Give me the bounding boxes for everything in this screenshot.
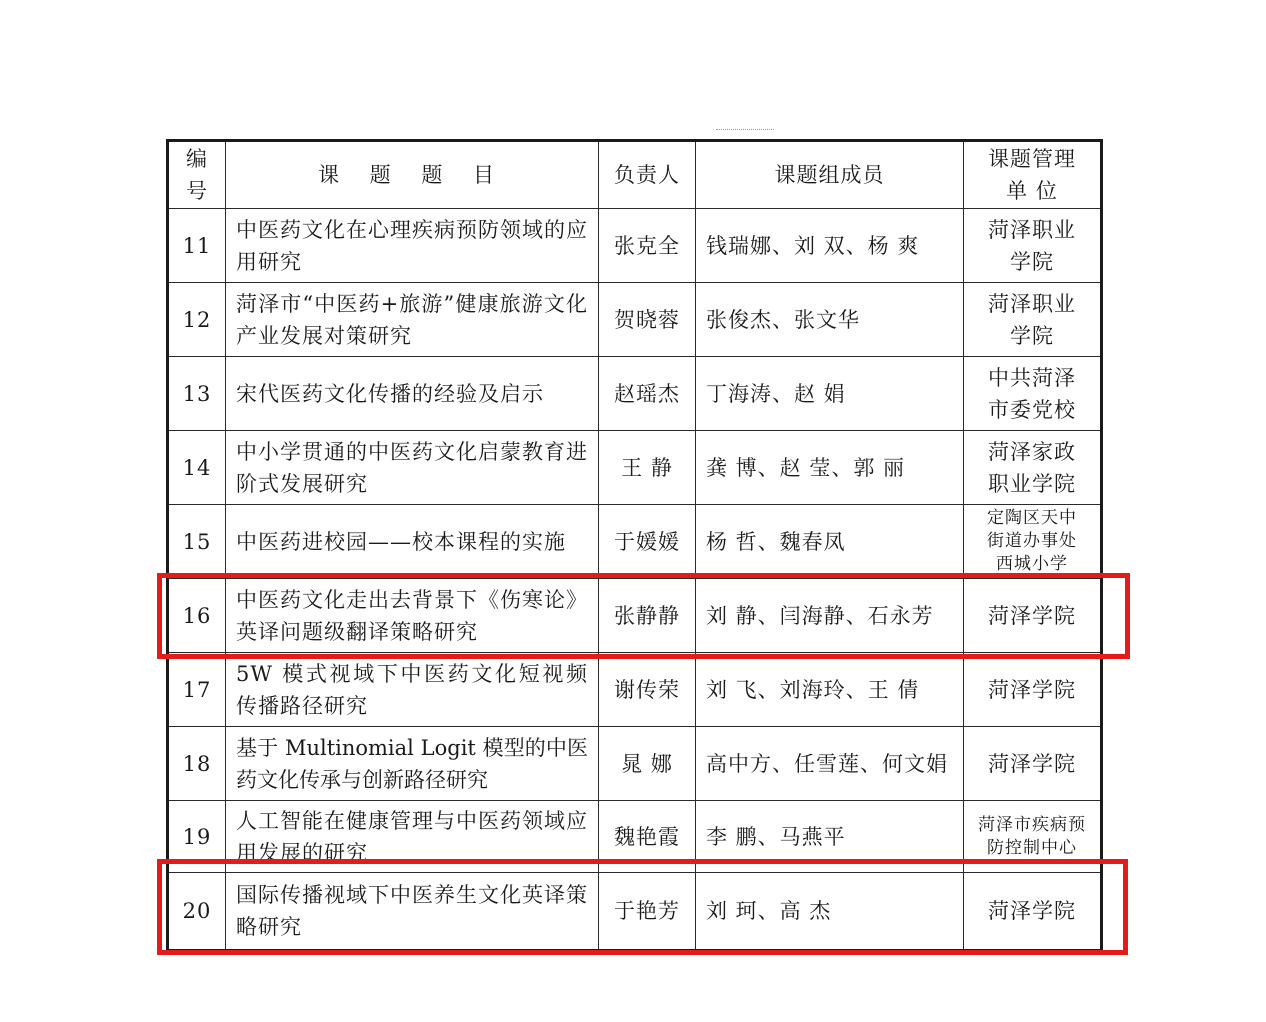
- row-members: 李 鹏、马燕平: [696, 801, 964, 873]
- table-row: [168, 801, 1102, 873]
- header-num: 编号: [168, 141, 226, 209]
- row-unit: 菏泽学院: [964, 727, 1102, 801]
- table-row: [168, 431, 1102, 505]
- table-row: [168, 357, 1102, 431]
- row-title: 中医药文化在心理疾病预防领域的应用研究: [226, 209, 599, 283]
- row-title: 人工智能在健康管理与中医药领域应用发展的研究: [226, 801, 599, 873]
- scan-artifact: [716, 129, 774, 136]
- row-unit: 菏泽学院: [964, 873, 1102, 951]
- row-num: 15: [168, 505, 226, 579]
- table-header-row: [168, 141, 1102, 209]
- row-num: 19: [168, 801, 226, 873]
- row-leader: 王 静: [599, 431, 696, 505]
- row-members: 杨 哲、魏春凤: [696, 505, 964, 579]
- row-leader: 于艳芳: [599, 873, 696, 951]
- row-members: 龚 博、赵 莹、郭 丽: [696, 431, 964, 505]
- row-title: 中医药进校园——校本课程的实施: [226, 505, 599, 579]
- row-num: 13: [168, 357, 226, 431]
- row-unit: 菏泽家政职业学院: [964, 431, 1102, 505]
- header-title: 课 题 题 目: [226, 141, 599, 209]
- row-unit: 菏泽学院: [964, 579, 1102, 653]
- table-row: [168, 283, 1102, 357]
- row-num: 20: [168, 873, 226, 951]
- table-row: [168, 727, 1102, 801]
- row-num: 16: [168, 579, 226, 653]
- row-num: 18: [168, 727, 226, 801]
- row-leader: 贺晓蓉: [599, 283, 696, 357]
- header-leader: 负责人: [599, 141, 696, 209]
- row-title: 基于 Multinomial Logit 模型的中医药文化传承与创新路径研究: [226, 727, 599, 801]
- row-title: 宋代医药文化传播的经验及启示: [226, 357, 599, 431]
- row-title: 中医药文化走出去背景下《伤寒论》英译问题级翻译策略研究: [226, 579, 599, 653]
- row-leader: 晁 娜: [599, 727, 696, 801]
- row-unit: 菏泽学院: [964, 653, 1102, 727]
- table-row: [168, 873, 1102, 951]
- row-unit: 菏泽职业学院: [964, 209, 1102, 283]
- row-num: 14: [168, 431, 226, 505]
- row-title: 中小学贯通的中医药文化启蒙教育进阶式发展研究: [226, 431, 599, 505]
- row-title: 菏泽市“中医药+旅游”健康旅游文化产业发展对策研究: [226, 283, 599, 357]
- row-members: 高中方、任雪莲、何文娟: [696, 727, 964, 801]
- row-unit: 中共菏泽市委党校: [964, 357, 1102, 431]
- row-members: 刘 静、闫海静、石永芳: [696, 579, 964, 653]
- table-row: [168, 505, 1102, 579]
- header-unit: 课题管理单 位: [964, 141, 1102, 209]
- row-leader: 赵瑶杰: [599, 357, 696, 431]
- row-num: 12: [168, 283, 226, 357]
- row-num: 11: [168, 209, 226, 283]
- row-members: 张俊杰、张文华: [696, 283, 964, 357]
- row-leader: 魏艳霞: [599, 801, 696, 873]
- row-members: 刘 珂、高 杰: [696, 873, 964, 951]
- project-list-table: [166, 139, 1103, 952]
- row-members: 钱瑞娜、刘 双、杨 爽: [696, 209, 964, 283]
- row-unit: 菏泽职业学院: [964, 283, 1102, 357]
- row-title: 5W 模式视域下中医药文化短视频传播路径研究: [226, 653, 599, 727]
- row-unit: 定陶区天中街道办事处西城小学: [964, 505, 1102, 579]
- row-members: 丁海涛、赵 娟: [696, 357, 964, 431]
- row-leader: 谢传荣: [599, 653, 696, 727]
- row-unit: 菏泽市疾病预防控制中心: [964, 801, 1102, 873]
- row-num: 17: [168, 653, 226, 727]
- row-members: 刘 飞、刘海玲、王 倩: [696, 653, 964, 727]
- header-members: 课题组成员: [696, 141, 964, 209]
- table-row: [168, 579, 1102, 653]
- row-title: 国际传播视域下中医养生文化英译策略研究: [226, 873, 599, 951]
- table-row: [168, 209, 1102, 283]
- row-leader: 张克全: [599, 209, 696, 283]
- table-row: [168, 653, 1102, 727]
- row-leader: 于媛媛: [599, 505, 696, 579]
- row-leader: 张静静: [599, 579, 696, 653]
